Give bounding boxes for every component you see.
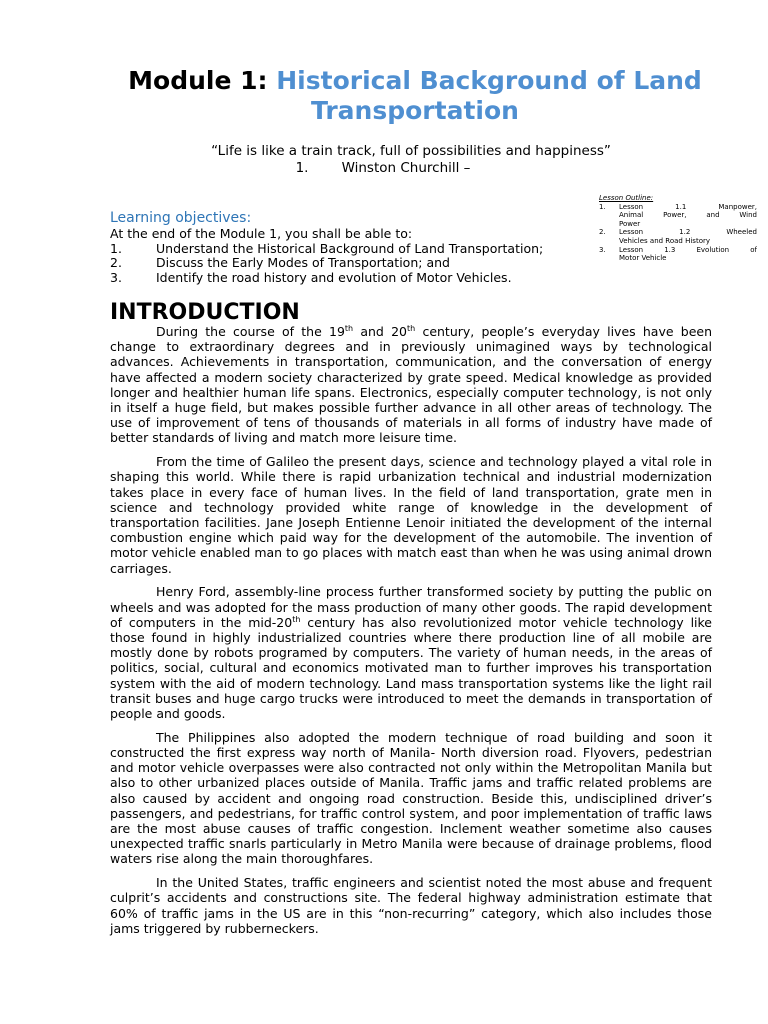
lesson-outline-number: 1. xyxy=(599,202,606,211)
quote-number: 1. xyxy=(295,160,309,176)
paragraph: The Philippines also adopted the modern technique of road building and soon it constructed the first express way north of Manila- North diversion road. Flyovers, pedestrian and motor vehicle overpasses were also contracted not only within the Metropolitan Manila but also to other urbanized places outside of Manila. Traffic jams and traffic related problems are also caused by accident and ongoing road construction. Beside this, undisciplined driver’s passengers, and pedestrians, for traffic control system, and poor implementation of traffic laws are the most abuse causes of traffic congestion. Inclement weather sometime also causes unexpected traffic snarls particularly in Metro Manila were because of drainage problems, flood waters rise along the main thoroughfares. xyxy=(110,729,712,867)
paragraph: In the United States, traffic engineers and scientist noted the most abuse and frequent culprit’s accidents and constructions site. The federal highway administration estimate that 60% of traffic jams in the US are in this “non-recurring” category, which also includes those jams triggered by rubberneckers. xyxy=(110,875,712,936)
objectives-intro: At the end of the Module 1, you shall be able to: xyxy=(110,226,413,241)
objective-text: Understand the Historical Background of Land Transportation; xyxy=(156,240,544,256)
objective-item xyxy=(110,256,720,271)
paragraph: From the time of Galileo the present days, science and technology played a vital role in shaping this world. While there is rapid urbanization technical and industrial modernization takes place in every face of human lives. In the field of land transportation, grate men in science and technology provided white range of knowledge in the development of transportation facilities. Jane Joseph Entienne Lenoir initiated the development of the internal combustion engine which paid way for the development of the automobile. The invention of motor vehicle enabled man to go places with match east than when he was using animal drown carriages. xyxy=(110,454,712,576)
paragraph: Henry Ford, assembly-line process further transformed society by putting the public on wheels and was adopted for the mass production of many other goods. The rapid development of computers in the mid-20th century has also revolutionized motor vehicle technology like those found in highly industrialized countries where there production line of all mobile are mostly done by robots programed by computers. The variety of human needs, in the areas of politics, social, cultural and economics motivated man to further improves his transportation system with the aid of modern technology. Land mass transportation systems like the light rail transit buses and huge cargo trucks were introduced to meet the demands in transportation of people and goods. xyxy=(110,584,712,722)
lesson-outline-line: Lesson 1.3 Evolution of xyxy=(619,245,757,254)
paragraph: During the course of the 19th and 20th century, people’s everyday lives have been change to extraordinary degrees and in previously unimagined ways by technological advances. Achievements in transportation, communication, and the conversation of energy have affected a modern society characterized by grate speed. Medical knowledge as provided longer and healthier human life spans. Electronics, especially computer technology, is not only in itself a huge field, but makes possible further advance in all other areas of technology. The use of improvement of tens of thousands of materials in all forms of industry have made of better standards of living and match more leisure time. xyxy=(110,323,712,446)
introduction-heading: INTRODUCTION xyxy=(110,300,300,325)
lesson-outline-number: 2. xyxy=(599,228,606,237)
objective-number: 3. xyxy=(110,269,122,285)
objective-text: Identify the road history and evolution of Motor Vehicles. xyxy=(156,269,512,285)
lesson-outline-number: 3. xyxy=(599,245,606,254)
quote-text: “Life is like a train track, full of possibilities and happiness” xyxy=(211,143,611,159)
objective-number: 2. xyxy=(110,255,122,270)
objective-number: 1. xyxy=(110,240,122,256)
epigraph xyxy=(110,143,712,177)
objective-item xyxy=(110,242,720,257)
objectives-heading: Learning objectives: xyxy=(110,210,252,226)
lesson-outline-line: Lesson 1.2 Wheeled xyxy=(619,228,757,237)
lesson-outline-line: Lesson 1.1 Manpower, xyxy=(619,202,757,211)
lesson-outline-heading: Lesson Outline: xyxy=(599,194,654,202)
objective-text: Discuss the Early Modes of Transportation; and xyxy=(156,255,450,270)
module-title xyxy=(110,66,720,126)
learning-objectives xyxy=(110,209,720,285)
lesson-outline-line: Animal Power, and Wind xyxy=(619,211,757,220)
lesson-outline-line: Power xyxy=(619,219,641,228)
quote-author: Winston Churchill – xyxy=(341,160,471,176)
objective-item xyxy=(110,271,720,286)
lesson-outline-line: Vehicles and Road History xyxy=(619,236,710,245)
introduction-body xyxy=(110,324,712,945)
quote-attribution xyxy=(110,160,712,177)
module-title-main: Historical Background of Land Transportation xyxy=(276,66,702,125)
module-title-prefix: Module 1: xyxy=(128,66,277,95)
lesson-outline-line: Motor Vehicle xyxy=(619,254,667,262)
